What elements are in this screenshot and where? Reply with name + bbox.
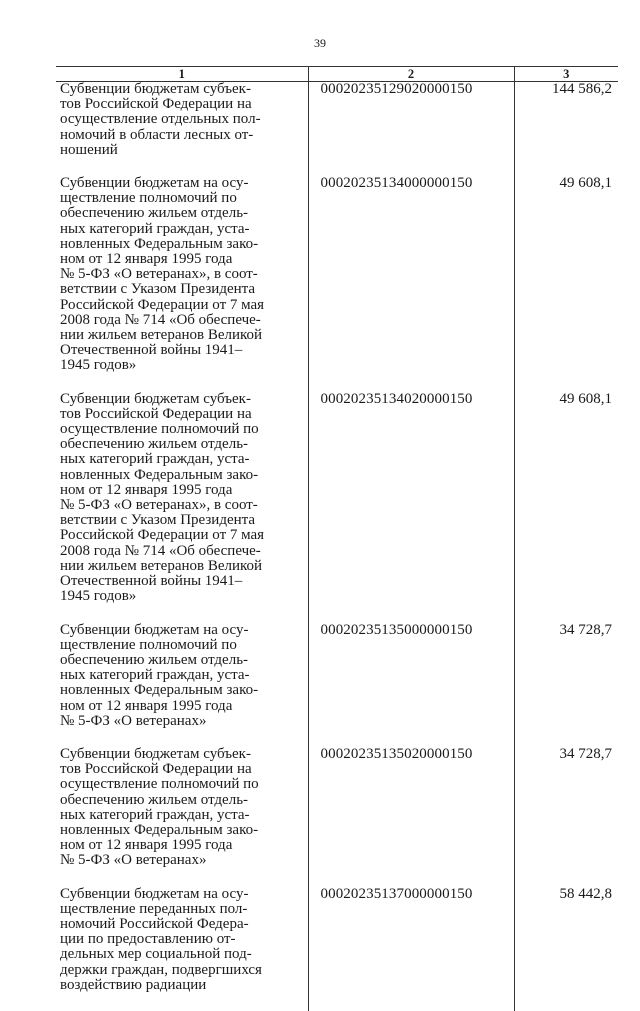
subsidy-name-line: Субвенции бюджетам субъек- [60, 745, 251, 762]
subsidy-name-line: новленных Федеральным зако- [60, 466, 259, 483]
subsidy-name-line: 1945 годов» [60, 588, 137, 605]
subsidy-name-line: осуществление полномочий по [60, 421, 259, 438]
subsidy-name-line: осуществление отдельных пол- [60, 111, 261, 128]
table-header-row [56, 67, 618, 82]
subsidy-name-line: ществление полномочий по [60, 636, 237, 653]
subsidy-name-line: осуществление полномочий по [60, 776, 259, 793]
subsidy-name-line: Российской Федерации от 7 мая [60, 527, 265, 544]
column-header-2: 2 [308, 67, 514, 82]
subsidy-name-line: обеспечению жильем отдель- [60, 791, 249, 808]
subsidy-name-line: 2008 года № 714 «Об обеспече- [60, 542, 261, 559]
subsidy-name-line: новленных Федеральным зако- [60, 821, 259, 838]
table-row [56, 887, 618, 1011]
table-row [56, 623, 618, 747]
subsidy-name-line: ном от 12 января 1995 года [60, 697, 233, 714]
amount-cell: 49 608,1 [514, 392, 618, 623]
amount-cell: 144 586,2 [514, 82, 618, 177]
amount-cell: 34 728,7 [514, 747, 618, 887]
subsidy-name-line: тов Российской Федерации на [60, 761, 252, 778]
subsidy-name-line: ных категорий граждан, уста- [60, 806, 250, 823]
subsidy-name-line: 1945 годов» [60, 357, 137, 374]
subsidy-name-line: Субвенции бюджетам субъек- [60, 81, 251, 97]
subsidy-name-line: дельных мер социальной под- [60, 946, 252, 963]
subsidy-name-line: Отечественной войны 1941– [60, 342, 243, 359]
budget-code-cell: 00020235129020000150 [308, 82, 514, 177]
subsidy-name-line: № 5-ФЗ «О ветеранах», в соот- [60, 497, 258, 514]
subsidy-name-cell [56, 176, 308, 392]
budget-code-cell: 00020235137000000150 [308, 887, 514, 1011]
amount-cell: 49 608,1 [514, 176, 618, 392]
subsidy-name-line: № 5-ФЗ «О ветеранах», в соот- [60, 266, 258, 283]
subsidy-name-line: нии жильем ветеранов Великой [60, 557, 263, 574]
subsidy-name-line: ществление полномочий по [60, 190, 237, 207]
subsidy-name-cell [56, 82, 308, 177]
subsidy-name-line: новленных Федеральным зако- [60, 235, 259, 252]
column-header-1: 1 [56, 67, 308, 82]
budget-table [56, 66, 618, 1011]
subsidy-name-line: Субвенции бюджетам на осу- [60, 175, 249, 192]
subsidy-name-line: Субвенции бюджетам субъек- [60, 390, 251, 407]
subsidy-name-line: Субвенции бюджетам на осу- [60, 885, 249, 902]
subsidy-name-line: ветствии с Указом Президента [60, 281, 256, 298]
subsidy-name-line: Российской Федерации от 7 мая [60, 296, 265, 313]
table-body [56, 82, 618, 1011]
subsidy-name-cell [56, 623, 308, 747]
page-number: 39 [314, 36, 326, 50]
subsidy-name-line: нии жильем ветеранов Великой [60, 327, 263, 344]
subsidy-name-cell [56, 392, 308, 623]
subsidy-name-line: ных категорий граждан, уста- [60, 667, 250, 684]
subsidy-name-line: обеспечению жильем отдель- [60, 436, 249, 453]
subsidy-name-line: тов Российской Федерации на [60, 405, 252, 422]
subsidy-name-cell [56, 747, 308, 887]
subsidy-name-line: обеспечению жильем отдель- [60, 205, 249, 222]
subsidy-name-line: тов Российской Федерации на [60, 96, 252, 113]
subsidy-name-line: Отечественной войны 1941– [60, 573, 243, 590]
subsidy-name-line: ных категорий граждан, уста- [60, 451, 250, 468]
subsidy-name-line: ном от 12 января 1995 года [60, 251, 233, 268]
table-row [56, 82, 618, 177]
subsidy-name-line: № 5-ФЗ «О ветеранах» [60, 852, 207, 869]
subsidy-name-line: новленных Федеральным зако- [60, 682, 259, 699]
subsidy-name-line: номочий Российской Федера- [60, 915, 249, 932]
subsidy-name-line: ном от 12 января 1995 года [60, 837, 233, 854]
budget-code-cell: 00020235134020000150 [308, 392, 514, 623]
subsidy-name-line: номочий в области лесных от- [60, 126, 254, 143]
subsidy-name-line: ветствии с Указом Президента [60, 512, 256, 529]
amount-cell: 58 442,8 [514, 887, 618, 1011]
subsidy-name-line: обеспечению жильем отдель- [60, 651, 249, 668]
subsidy-name-line: Субвенции бюджетам на осу- [60, 621, 249, 638]
subsidy-name-cell [56, 887, 308, 1011]
budget-code-cell: 00020235135000000150 [308, 623, 514, 747]
table-row [56, 392, 618, 623]
budget-code-cell: 00020235134000000150 [308, 176, 514, 392]
subsidy-name-line: ном от 12 января 1995 года [60, 481, 233, 498]
subsidy-name-line: держки граждан, подвергшихся [60, 961, 262, 978]
subsidy-name-line: 2008 года № 714 «Об обеспече- [60, 311, 261, 328]
subsidy-name-line: ции по предоставлению от- [60, 931, 236, 948]
table-row [56, 176, 618, 392]
table-row [56, 747, 618, 887]
subsidy-name-line: ных категорий граждан, уста- [60, 220, 250, 237]
subsidy-name-line: ношений [60, 141, 118, 158]
column-header-3: 3 [514, 67, 618, 82]
subsidy-name-line: воздействию радиации [60, 976, 207, 993]
subsidy-name-line: № 5-ФЗ «О ветеранах» [60, 712, 207, 729]
budget-code-cell: 00020235135020000150 [308, 747, 514, 887]
amount-cell: 34 728,7 [514, 623, 618, 747]
subsidy-name-line: ществление переданных пол- [60, 900, 248, 917]
